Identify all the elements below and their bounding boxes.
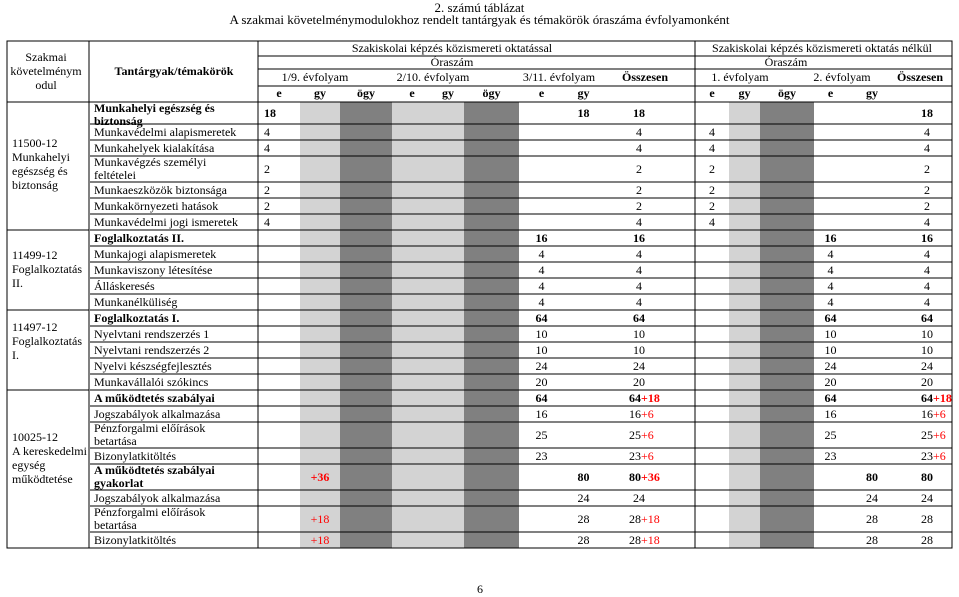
row-label: Jogszabályok alkalmazása xyxy=(94,406,221,421)
row-label: betartása xyxy=(94,517,137,532)
cell-value: 25 xyxy=(824,427,837,442)
total-value: 2 xyxy=(636,198,642,213)
total-header: Összesen xyxy=(622,69,668,84)
row-label: Munkahelyek kialakítása xyxy=(94,140,215,155)
shaded-column xyxy=(432,102,464,548)
row-label: Álláskeresés xyxy=(94,278,155,293)
total-value: 4 xyxy=(924,140,930,155)
row-label: Nyelvtani rendszerzés 1 xyxy=(94,326,210,341)
row-label: gyakorlat xyxy=(94,475,144,490)
shaded-column xyxy=(464,102,519,548)
cell-value: 16 xyxy=(535,230,548,245)
shaded-column xyxy=(340,102,392,548)
total-value: 4 xyxy=(636,262,642,277)
total-value: 2 xyxy=(924,198,930,213)
sub-header: e xyxy=(409,85,415,100)
sub-header: e xyxy=(827,85,834,100)
cell-value: 80 xyxy=(866,469,878,484)
module-header: Szakmai xyxy=(25,49,67,64)
cell-value: 4 xyxy=(264,214,270,229)
total-addition: +36 xyxy=(641,469,660,484)
row-label: feltételei xyxy=(94,167,136,182)
cell-value: 4 xyxy=(538,294,545,309)
total-value: 28 xyxy=(921,532,933,547)
row-label: Munkahelyi egészség és xyxy=(94,100,215,115)
total-value: 2 xyxy=(924,161,930,176)
shaded-column xyxy=(392,102,432,548)
group-header-2: Szakiskolai képzés közismereti oktatás nélkül xyxy=(712,40,932,55)
total-value: 64+18 xyxy=(921,390,952,405)
module-name: A kereskedelmi xyxy=(12,443,87,458)
cell-value: 4 xyxy=(709,214,715,229)
cell-value: 24 xyxy=(535,358,548,373)
row-label: Bizonylatkitöltés xyxy=(94,448,176,463)
cell-value: 2 xyxy=(264,198,270,213)
cell-value: +18 xyxy=(310,532,330,547)
total-addition: +18 xyxy=(641,511,660,526)
row-label: Foglalkoztatás II. xyxy=(94,230,184,245)
cell-value: 4 xyxy=(827,262,834,277)
total-value: 80+36 xyxy=(629,469,660,484)
cell-value: 4 xyxy=(709,140,715,155)
total-addition: +18 xyxy=(641,532,660,547)
cell-value: 16 xyxy=(824,406,837,421)
cell-value: 25 xyxy=(535,427,548,442)
cell-value: 2 xyxy=(709,182,715,197)
row-label: A működtetés szabályai xyxy=(94,462,215,477)
total-value: 23+6 xyxy=(629,448,654,463)
cell-value: 18 xyxy=(264,105,276,120)
total-value: 4 xyxy=(924,214,930,229)
shaded-column xyxy=(760,102,814,548)
total-value: 4 xyxy=(924,124,930,139)
total-value: 4 xyxy=(636,294,642,309)
total-value: 23+6 xyxy=(921,448,946,463)
total-value: 64 xyxy=(633,310,645,325)
total-header: Összesen xyxy=(897,69,943,84)
cell-value: 28 xyxy=(866,532,878,547)
row-label: Nyelvtani rendszerzés 2 xyxy=(94,342,210,357)
module-name: Foglalkoztatás xyxy=(12,261,82,276)
year-header: 2/10. évfolyam xyxy=(396,69,470,84)
sub-header: ögy xyxy=(778,85,796,100)
module-name: Munkahelyi xyxy=(12,149,70,164)
total-value: 28+18 xyxy=(629,532,660,547)
sub-header: gy xyxy=(577,85,590,100)
total-value: 10 xyxy=(921,342,933,357)
cell-value: 4 xyxy=(538,246,545,261)
total-value: 16+6 xyxy=(629,406,654,421)
row-label: Munkavédelmi alapismeretek xyxy=(94,124,237,139)
total-value: 28+18 xyxy=(629,511,660,526)
module-name: I. xyxy=(12,347,19,362)
total-value: 10 xyxy=(921,326,933,341)
cell-value: 18 xyxy=(577,105,590,120)
total-value: 20 xyxy=(633,374,645,389)
total-value: 4 xyxy=(636,124,642,139)
total-value: 20 xyxy=(921,374,933,389)
cell-value: 4 xyxy=(538,278,545,293)
subject-header: Tantárgyak/témakörök xyxy=(114,63,234,78)
cell-value: +36 xyxy=(310,469,330,484)
hours-header-1: Óraszám xyxy=(430,54,474,69)
year-header: 2. évfolyam xyxy=(813,69,871,84)
sub-header: gy xyxy=(866,85,878,100)
cell-value: 28 xyxy=(577,532,590,547)
sub-header: gy xyxy=(314,85,326,100)
total-value: 64 xyxy=(921,310,933,325)
year-header: 1/9. évfolyam xyxy=(281,69,349,84)
total-addition: +18 xyxy=(933,390,952,405)
total-value: 24 xyxy=(921,358,933,373)
total-addition: +6 xyxy=(641,406,654,421)
total-value: 2 xyxy=(636,182,642,197)
total-value: 4 xyxy=(924,262,930,277)
row-label: Pénzforgalmi előírások xyxy=(94,420,206,435)
total-value: 18 xyxy=(633,105,645,120)
row-label: Munkakörnyezeti hatások xyxy=(94,198,219,213)
row-label: A működtetés szabályai xyxy=(94,390,215,405)
sub-header: gy xyxy=(738,85,751,100)
module-code: 11497-12 xyxy=(12,319,58,334)
total-value: 64+18 xyxy=(629,390,660,405)
cell-value: 10 xyxy=(824,326,837,341)
total-value: 28 xyxy=(921,511,933,526)
module-name: biztonság xyxy=(12,177,58,192)
group-header-1: Szakiskolai képzés közismereti oktatással xyxy=(351,40,553,55)
cell-value: 4 xyxy=(264,124,270,139)
total-value: 4 xyxy=(636,140,642,155)
year-header: 3/11. évfolyam xyxy=(522,69,596,84)
row-label: Bizonylatkitöltés xyxy=(94,532,176,547)
cell-value: 10 xyxy=(535,342,548,357)
total-value: 4 xyxy=(924,278,930,293)
cell-value: 2 xyxy=(709,198,715,213)
cell-value: 4 xyxy=(538,262,545,277)
cell-value: 4 xyxy=(827,246,834,261)
row-label: betartása xyxy=(94,433,137,448)
cell-value: 4 xyxy=(827,278,834,293)
total-addition: +6 xyxy=(933,427,946,442)
total-value: 18 xyxy=(921,105,933,120)
row-label: Munkavégzés személyi xyxy=(94,154,207,169)
total-value: 4 xyxy=(636,214,642,229)
cell-value: 2 xyxy=(709,161,715,176)
row-label: Munkaviszony létesítése xyxy=(94,262,213,277)
cell-value: 64 xyxy=(824,310,837,325)
cell-value: 20 xyxy=(824,374,837,389)
row-label: Munkajogi alapismeretek xyxy=(94,246,217,261)
year-header: 1. évfolyam xyxy=(711,69,769,84)
total-addition: +6 xyxy=(933,406,946,421)
module-name: II. xyxy=(12,275,23,290)
total-value: 24 xyxy=(633,358,645,373)
row-label: Foglalkoztatás I. xyxy=(94,310,180,325)
total-addition: +6 xyxy=(933,448,946,463)
total-value: 2 xyxy=(636,161,642,176)
row-label: Munkanélküliség xyxy=(94,294,178,309)
total-value: 16 xyxy=(921,230,933,245)
total-value: 16+6 xyxy=(921,406,946,421)
total-addition: +6 xyxy=(641,448,654,463)
total-value: 25+6 xyxy=(921,427,946,442)
row-label: Munkaeszközök biztonsága xyxy=(94,182,227,197)
hours-header-2: Óraszám xyxy=(764,54,808,69)
module-header: követelménym xyxy=(10,63,82,78)
cell-value: +18 xyxy=(310,511,330,526)
cell-value: 20 xyxy=(535,374,548,389)
module-header: odul xyxy=(35,77,57,92)
module-name: Foglalkoztatás xyxy=(12,333,82,348)
cell-value: 23 xyxy=(824,448,837,463)
cell-value: 28 xyxy=(577,511,590,526)
cell-value: 64 xyxy=(535,310,548,325)
sub-header: e xyxy=(709,85,715,100)
cell-value: 10 xyxy=(535,326,548,341)
total-value: 4 xyxy=(636,246,642,261)
cell-value: 2 xyxy=(264,161,270,176)
module-name: működtetése xyxy=(12,471,73,486)
row-label: biztonság xyxy=(94,113,143,128)
module-name: egészség és xyxy=(12,163,68,178)
row-label: Nyelvi készségfejlesztés xyxy=(94,358,212,373)
shaded-column xyxy=(729,102,760,548)
row-label: Jogszabályok alkalmazása xyxy=(94,490,221,505)
total-value: 80 xyxy=(921,469,933,484)
sub-header: ögy xyxy=(357,85,375,100)
cell-value: 64 xyxy=(824,390,837,405)
cell-value: 24 xyxy=(577,490,590,505)
table-title: A szakmai követelménymodulokhoz rendelt tantárgyak és témakörök óraszáma évfolyamonként xyxy=(229,12,730,27)
total-addition: +6 xyxy=(641,427,654,442)
sub-header: gy xyxy=(442,85,454,100)
module-code: 11499-12 xyxy=(12,247,58,262)
module-code: 10025-12 xyxy=(12,429,58,444)
row-label: Pénzforgalmi előírások xyxy=(94,504,206,519)
total-addition: +18 xyxy=(641,390,660,405)
cell-value: 24 xyxy=(866,490,878,505)
row-label: Munkavállalói szókincs xyxy=(94,374,209,389)
page-number: 6 xyxy=(477,582,483,596)
row-label: Munkavédelmi jogi ismeretek xyxy=(94,214,238,229)
sub-header: ögy xyxy=(482,85,501,100)
total-value: 4 xyxy=(636,278,642,293)
module-code: 11500-12 xyxy=(12,135,58,150)
cell-value: 28 xyxy=(866,511,878,526)
module-name: egység xyxy=(12,457,46,472)
cell-value: 64 xyxy=(535,390,548,405)
sub-header: e xyxy=(276,85,282,100)
cell-value: 4 xyxy=(827,294,834,309)
total-value: 16 xyxy=(633,230,645,245)
total-value: 4 xyxy=(924,246,930,261)
table-number: 2. számú táblázat xyxy=(434,0,525,15)
cell-value: 10 xyxy=(824,342,837,357)
cell-value: 24 xyxy=(824,358,837,373)
cell-value: 23 xyxy=(535,448,548,463)
total-value: 24 xyxy=(633,490,645,505)
cell-value: 16 xyxy=(824,230,837,245)
sub-header: e xyxy=(538,85,545,100)
total-value: 10 xyxy=(633,326,645,341)
cell-value: 16 xyxy=(535,406,548,421)
cell-value: 4 xyxy=(709,124,715,139)
total-value: 10 xyxy=(633,342,645,357)
total-value: 24 xyxy=(921,490,933,505)
total-value: 4 xyxy=(924,294,930,309)
total-value: 25+6 xyxy=(629,427,654,442)
cell-value: 2 xyxy=(264,182,270,197)
total-value: 2 xyxy=(924,182,930,197)
cell-value: 80 xyxy=(577,469,590,484)
cell-value: 4 xyxy=(264,140,270,155)
